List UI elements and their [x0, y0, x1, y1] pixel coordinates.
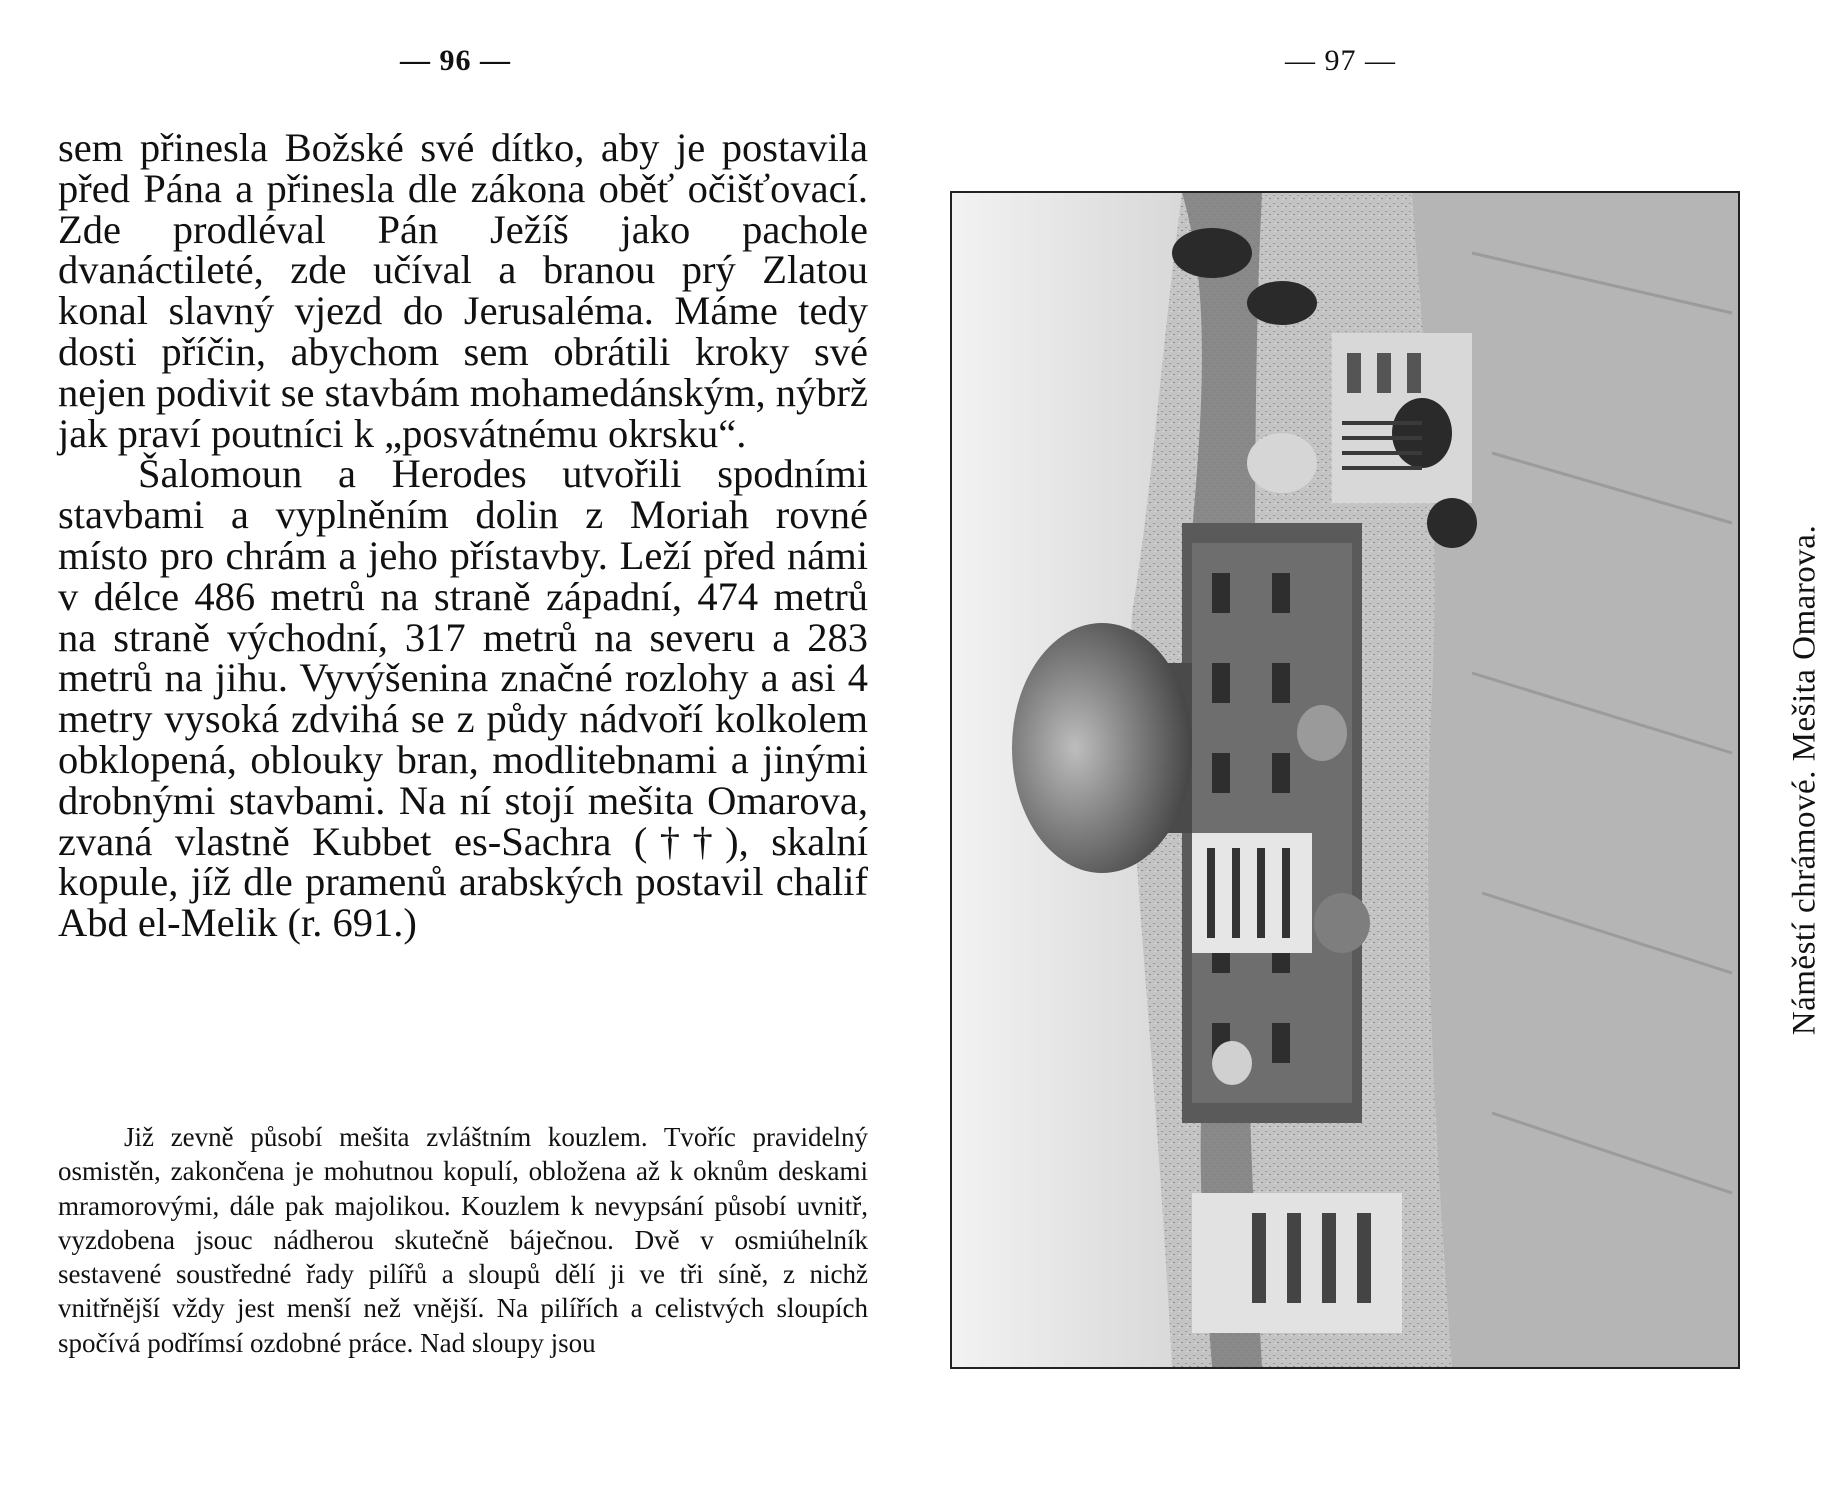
photograph-temple-square: [950, 191, 1740, 1369]
page-number-left: — 96 —: [400, 44, 511, 77]
small-print-text: [58, 1120, 868, 1360]
main-text: [58, 125, 868, 946]
photo-illustration: [952, 193, 1738, 1367]
photo-caption: Náměstí chrámové. Mešita Omarova.: [1786, 524, 1823, 1036]
page-number-right: — 97 —: [1285, 44, 1396, 77]
paragraph: sem přinesla Božské své dítko, aby je postavila před Pána a přinesla dle zákona oběť očišťovací. Zde prodléval Pán Ježíš jako pachole dvanáctileté, zde učíval a branou prý Zlatou konal slavný vjezd do Jerusaléma. Máme tedy dosti příčin, abychom sem obrátili kroky své nejen podivit se stavbám mohamedánským, nýbrž jak praví poutníci k „posvátnému okrsku“.: [58, 125, 868, 456]
small-paragraph: Již zevně působí mešita zvláštním kouzlem. Tvoříc pravidelný osmistěn, zakončena je mohutnou kopulí, obložena až k oknům deskami mramorovými, dále pak majolikou. Kouzlem k nevypsání působí uvnitř, vyzdobena jsouc nádherou skutečně báječnou. Dvě v osmiúhelník sestavené soustředné řady pilířů a sloupů dělí ji ve tři síně, z nichž vnitřnější vždy jest menší než vnější. Na pilířích a celistvých sloupích spočívá podřímsí ozdobné práce. Nad sloupy jsou: [58, 1122, 868, 1358]
paragraph: Šalomoun a Herodes utvořili spodními stavbami a vyplněním dolin z Moriah rovné místo pro chrám a jeho přístavby. Leží před námi v délce 486 metrů na straně západní, 474 metrů na straně východní, 317 metrů na severu a 283 metrů na jihu. Vyvýšenina značné rozlohy a asi 4 metry vysoká zdvihá se z půdy nádvoří kolkolem obklopená, oblouky bran, modlitebnami a jinými drobnými stavbami. Na ní stojí mešita Omarova, zvaná vlastně Kubbet es-Sachra (††), skalní kopule, jíž dle pramenů arabských postavil chalif Abd el-Melik (r. 691.): [58, 451, 868, 946]
